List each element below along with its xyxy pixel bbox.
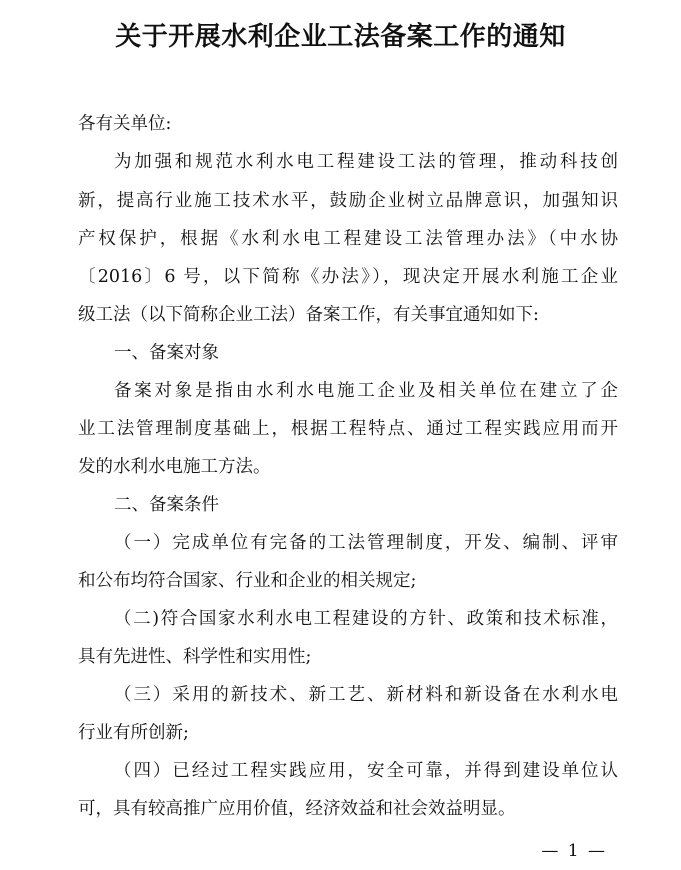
salutation: 各有关单位: [78,114,172,134]
intro-paragraph-line: 级工法（以下简称企业工法）备案工作，有关事宜通知如下: [78,305,539,325]
condition-item-1-line: （一）完成单位有完备的工法管理制度，开发、编制、评审 [114,533,618,553]
condition-item-4-line: 可，具有较高推广应用价值，经济效益和社会效益明显。 [78,799,516,819]
condition-item-2-line: 具有先进性、科学性和实用性; [78,647,312,667]
condition-item-4-line: （四）已经过工程实践应用，安全可靠，并得到建设单位认 [114,761,618,781]
section1-paragraph-line: 发的水利水电施工方法。 [78,457,271,477]
condition-item-3-line: 行业有所创新; [78,723,189,743]
intro-paragraph-line: 产权保护，根据《水利水电工程建设工法管理办法》（中水协 [78,229,618,249]
condition-item-1-line: 和公布均符合国家、行业和企业的相关规定; [78,571,417,591]
section-heading-1: 一、备案对象 [114,343,219,363]
intro-paragraph-line: 新，提高行业施工技术水平，鼓励企业树立品牌意识，加强知识 [78,191,618,211]
condition-item-3-line: （三）采用的新技术、新工艺、新材料和新设备在水利水电 [114,685,618,705]
section1-paragraph-line: 备案对象是指由水利水电施工企业及相关单位在建立了企 [114,381,618,401]
section1-paragraph-line: 业工法管理制度基础上，根据工程特点、通过工程实践应用而开 [78,419,618,439]
page-number: — 1 — [541,841,607,861]
condition-item-2-line: （二)符合国家水利水电工程建设的方针、政策和技术标准， [114,609,618,629]
section-heading-2: 二、备案条件 [114,495,219,515]
document-title: 关于开展水利企业工法备案工作的通知 [115,22,566,52]
intro-paragraph-line: 〔2016〕6 号，以下简称《办法》），现决定开展水利施工企业 [78,267,618,287]
intro-paragraph-line: 为加强和规范水利水电工程建设工法的管理，推动科技创 [114,152,618,172]
